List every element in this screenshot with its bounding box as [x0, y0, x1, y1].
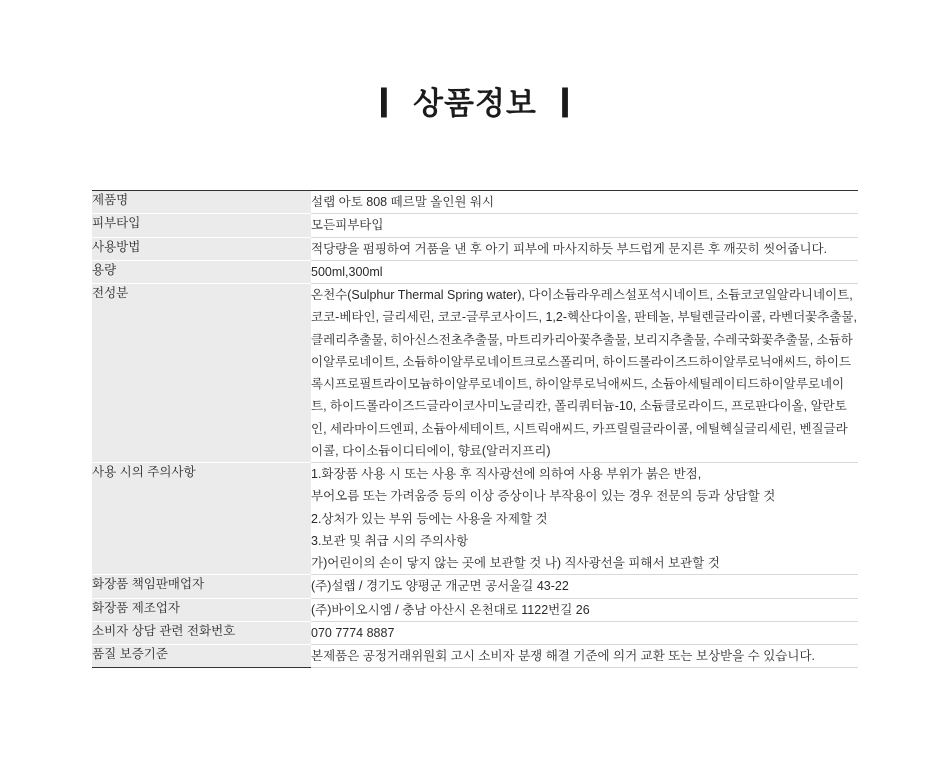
row-value: [311, 575, 858, 598]
row-label: 사용 시의 주의사항: [92, 463, 311, 575]
row-value: [311, 621, 858, 644]
row-value-line: (주)설랩 / 경기도 양평군 개군면 공서울길 43-22: [311, 579, 569, 594]
row-value: [311, 598, 858, 621]
row-value-line: 070 7774 8887: [311, 625, 395, 640]
row-value: [311, 237, 858, 260]
row-value: [311, 284, 858, 463]
row-value-line: 모든피부타입: [311, 218, 384, 233]
row-value: [311, 463, 858, 575]
page-title: [356, 78, 594, 123]
table-row: [92, 260, 858, 283]
title-left-bar-icon: ❙: [371, 85, 398, 117]
row-label: 전성분: [92, 284, 311, 463]
table-row: [92, 284, 858, 463]
row-value-line: 설랩 아토 808 떼르말 올인원 워시: [311, 195, 495, 209]
row-value-line: 적당량을 펌핑하여 거품을 낸 후 아기 피부에 마사지하듯 부드럽게 문지른 후 깨끗히 씻어줍니다.: [311, 241, 828, 256]
row-value: [311, 645, 858, 668]
row-label: 소비자 상담 관련 전화번호: [92, 621, 311, 644]
table-row: [92, 237, 858, 260]
row-value-line: 본제품은 공정거래위원회 고시 소비자 분쟁 해결 기준에 의거 교환 또는 보상받을 수 있습니다.: [311, 649, 815, 663]
row-value-line: 500ml,300ml: [311, 264, 383, 279]
table-row: [92, 598, 858, 621]
row-value-line: 가)어린이의 손이 닿지 않는 곳에 보관할 것 나) 직사광선을 피해서 보관할 것: [311, 556, 720, 570]
row-value: [311, 214, 858, 237]
row-value-line: 2.상처가 있는 부위 등에는 사용을 자제할 것: [311, 511, 548, 526]
row-label: 피부타입: [92, 214, 311, 237]
row-value: [311, 260, 858, 283]
title-right-bar-icon: ❙: [552, 85, 579, 117]
table-row: [92, 621, 858, 644]
row-value-line: 1.화장품 사용 시 또는 사용 후 직사광선에 의하여 사용 부위가 붉은 반점,: [311, 467, 702, 481]
row-label: 화장품 책임판매업자: [92, 575, 311, 598]
row-label: 제품명: [92, 191, 311, 214]
page-title-text: 상품정보: [413, 86, 537, 121]
row-value-line: 온천수(Sulphur Thermal Spring water), 다이소듐라우레스설포석시네이트, 소듐코코일알라니네이트, 코코-베타인, 글리세린, 코코-글루코사이드, 1,2-헥산다이올, 판테놀, 부틸렌글라이콜, 라벤더꽃추출물, 클레리추출물, 히아신스전초추출물, 마트리카리아꽃추출물, 보리지추출물, 수레국화꽃추출물, 소듐하이알루로네이트, 소듐하이알루로네이트크로스폴리머, 하이드롤라이즈드하이알루로닉애씨드, 하이드록시프로필트라이모늄하이알루로네이트, 하이알루로닉애씨드, 소듐아세틸레이티드하이알루로네이트, 하이드롤라이즈드글라이코사미노글리칸, 폴리쿼터늄-10, 소듐클로라이드, 프로판다이올, 알란토인, 세라마이드엔피, 소듐아세테이트, 시트릭애씨드, 카프릴릴글라이콜, 에틸헥실글리세린, 벤질글라이콜, 다이소듐이디티에이, 향료(알러지프리): [311, 288, 857, 458]
row-value-line: (주)바이오시엠 / 충남 아산시 온천대로 1122번길 26: [311, 602, 590, 617]
page-title-wrap: [0, 0, 950, 123]
table-row: [92, 575, 858, 598]
row-value: [311, 191, 858, 214]
row-label: 화장품 제조업자: [92, 598, 311, 621]
row-label: 용량: [92, 260, 311, 283]
row-value-line: 3.보관 및 취급 시의 주의사항: [311, 533, 469, 548]
row-label: 품질 보증기준: [92, 645, 311, 668]
table-row: [92, 214, 858, 237]
table-row: [92, 645, 858, 668]
table-row: [92, 191, 858, 214]
product-info-table: [92, 190, 858, 668]
row-label: 사용방법: [92, 237, 311, 260]
table-row: [92, 463, 858, 575]
row-value-line: 부어오름 또는 가려움증 등의 이상 증상이나 부작용이 있는 경우 전문의 등과 상담할 것: [311, 489, 776, 504]
